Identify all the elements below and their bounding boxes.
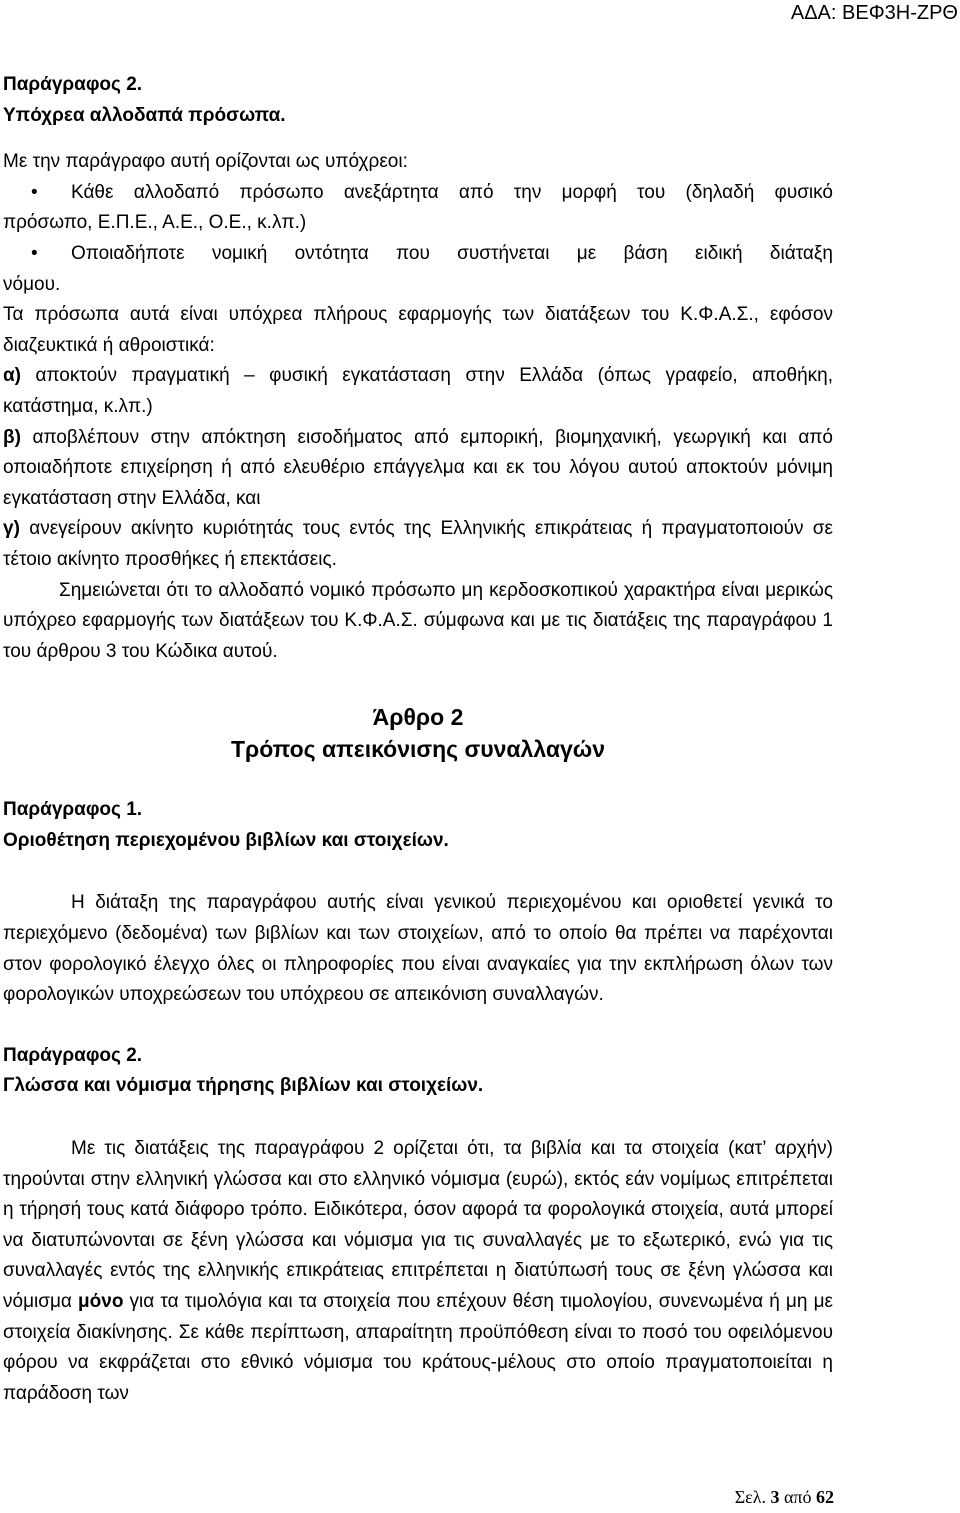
bullet-continuation: πρόσωπο, Ε.Π.Ε., Α.Ε., Ο.Ε., κ.λπ.) xyxy=(3,212,307,234)
article-number: Άρθρο 2 xyxy=(372,704,464,731)
page-number: Σελ. 3 από 62 xyxy=(734,1487,834,1507)
document-ada-code: ΑΔΑ: ΒΕΦ3Η-ΖΡΘ xyxy=(790,2,958,24)
list-item-b: β) αποβλέπουν στην απόκτηση εισοδήματος από εμπορική, βιομηχανική, γεωργική και από οποιαδήποτε επιχείρηση ή από ελευθέριο επάγγελμα και εκ του λόγου αυτού αποκτούν μόνιμη εγκατάσταση στην Ελλάδα, και xyxy=(3,426,833,509)
paragraph-heading: Παράγραφος 1. xyxy=(3,799,143,821)
body-paragraph: Τα πρόσωπα αυτά είναι υπόχρεα πλήρους εφαρμογής των διατάξεων του Κ.Φ.Α.Σ., εφόσον διαζευκτικά ή αθροιστικά: xyxy=(3,304,833,356)
bullet-icon: • xyxy=(31,242,38,264)
intro-text: Με την παράγραφο αυτή ορίζονται ως υπόχρεοι: xyxy=(3,151,408,173)
paragraph-subheading: Υπόχρεα αλλοδαπά πρόσωπα. xyxy=(3,104,286,126)
bullet-item: • Οποιαδήποτε νομική οντότητα που συστήνεται με βάση ειδική διάταξη xyxy=(3,239,833,270)
article-title: Τρόπος απεικόνισης συναλλαγών xyxy=(230,736,606,763)
list-item-a: α) αποκτούν πραγματική – φυσική εγκατάσταση στην Ελλάδα (όπως γραφείο, αποθήκη, κατάστημα, κ.λπ.) xyxy=(3,365,833,417)
note-paragraph: Σημειώνεται ότι το αλλοδαπό νομικό πρόσωπο μη κερδοσκοπικού χαρακτήρα είναι μερικώς υπόχρεο εφαρμογής των διατάξεων του Κ.Φ.Α.Σ. σύμφωνα και με τις διατάξεις της παραγράφου 1 του άρθρου 3 του Κώδικα αυτού. xyxy=(3,579,833,662)
paragraph-heading: Παράγραφος 2. xyxy=(3,74,143,95)
bullet-continuation: νόμου. xyxy=(3,273,61,295)
bullet-icon: • xyxy=(31,181,38,203)
paragraph-subheading: Γλώσσα και νόμισμα τήρησης βιβλίων και στοιχείων. xyxy=(3,1075,484,1097)
list-item-c: γ) ανεγείρουν ακίνητο κυριότητάς τους εντός της Ελληνικής επικράτειας ή πραγματοποιούν σε τέτοιο ακίνητο προσθήκες ή επεκτάσεις. xyxy=(3,518,833,570)
bullet-item: • Κάθε αλλοδαπό πρόσωπο ανεξάρτητα από την μορφή του (δηλαδή φυσικό xyxy=(3,178,833,209)
paragraph-heading: Παράγραφος 2. xyxy=(3,1044,143,1066)
body-paragraph: Με τις διατάξεις της παραγράφου 2 ορίζεται ότι, τα βιβλία και τα στοιχεία (κατ’ αρχήν) τηρούνται στην ελληνική γλώσσα και στο ελληνικό νόμισμα (ευρώ), εκτός εάν νομίμως επιτρέπεται η τήρησή τους κατά διάφορο τρόπο. Ειδικότερα, όσον αφορά τα φορολογικά στοιχεία, αυτά μπορεί να διατυπώνονται σε ξένη γλώσσα και νόμισμα για τις συναλλαγές με το εξωτερικό, ενώ για τις συναλλαγές εντός της ελληνικής επικράτειας επιτρέπεται η διατύπωσή τους σε ξένη γλώσσα και νόμισμα μόνο για τα τιμολόγια και τα στοιχεία που επέχουν θέση τιμολογίου, συνενωμένα ή μη με στοιχεία διακίνησης. Σε κάθε περίπτωση, απαραίτητη προϋπόθεση είναι το ποσό του οφειλόμενου φόρου να εκφράζεται στο εθνικό νόμισμα του κράτους-μέλους στο οποίο πραγματοποιείται η παράδοση των xyxy=(3,1138,833,1404)
document-page xyxy=(3,70,833,1409)
body-paragraph: Η διάταξη της παραγράφου αυτής είναι γενικού περιεχομένου και οριοθετεί γενικά το περιεχόμενο (δεδομένα) των βιβλίων και των στοιχείων, από το οποίο θα πρέπει να παρέχονται στον φορολογικό έλεγχο όλες οι πληροφορίες που είναι αναγκαίες για την εκπλήρωση όλων των φορολογικών υποχρεώσεων του υπόχρεου σε απεικόνιση συναλλαγών. xyxy=(3,892,833,1006)
paragraph-subheading: Οριοθέτηση περιεχομένου βιβλίων και στοιχείων. xyxy=(3,829,449,851)
